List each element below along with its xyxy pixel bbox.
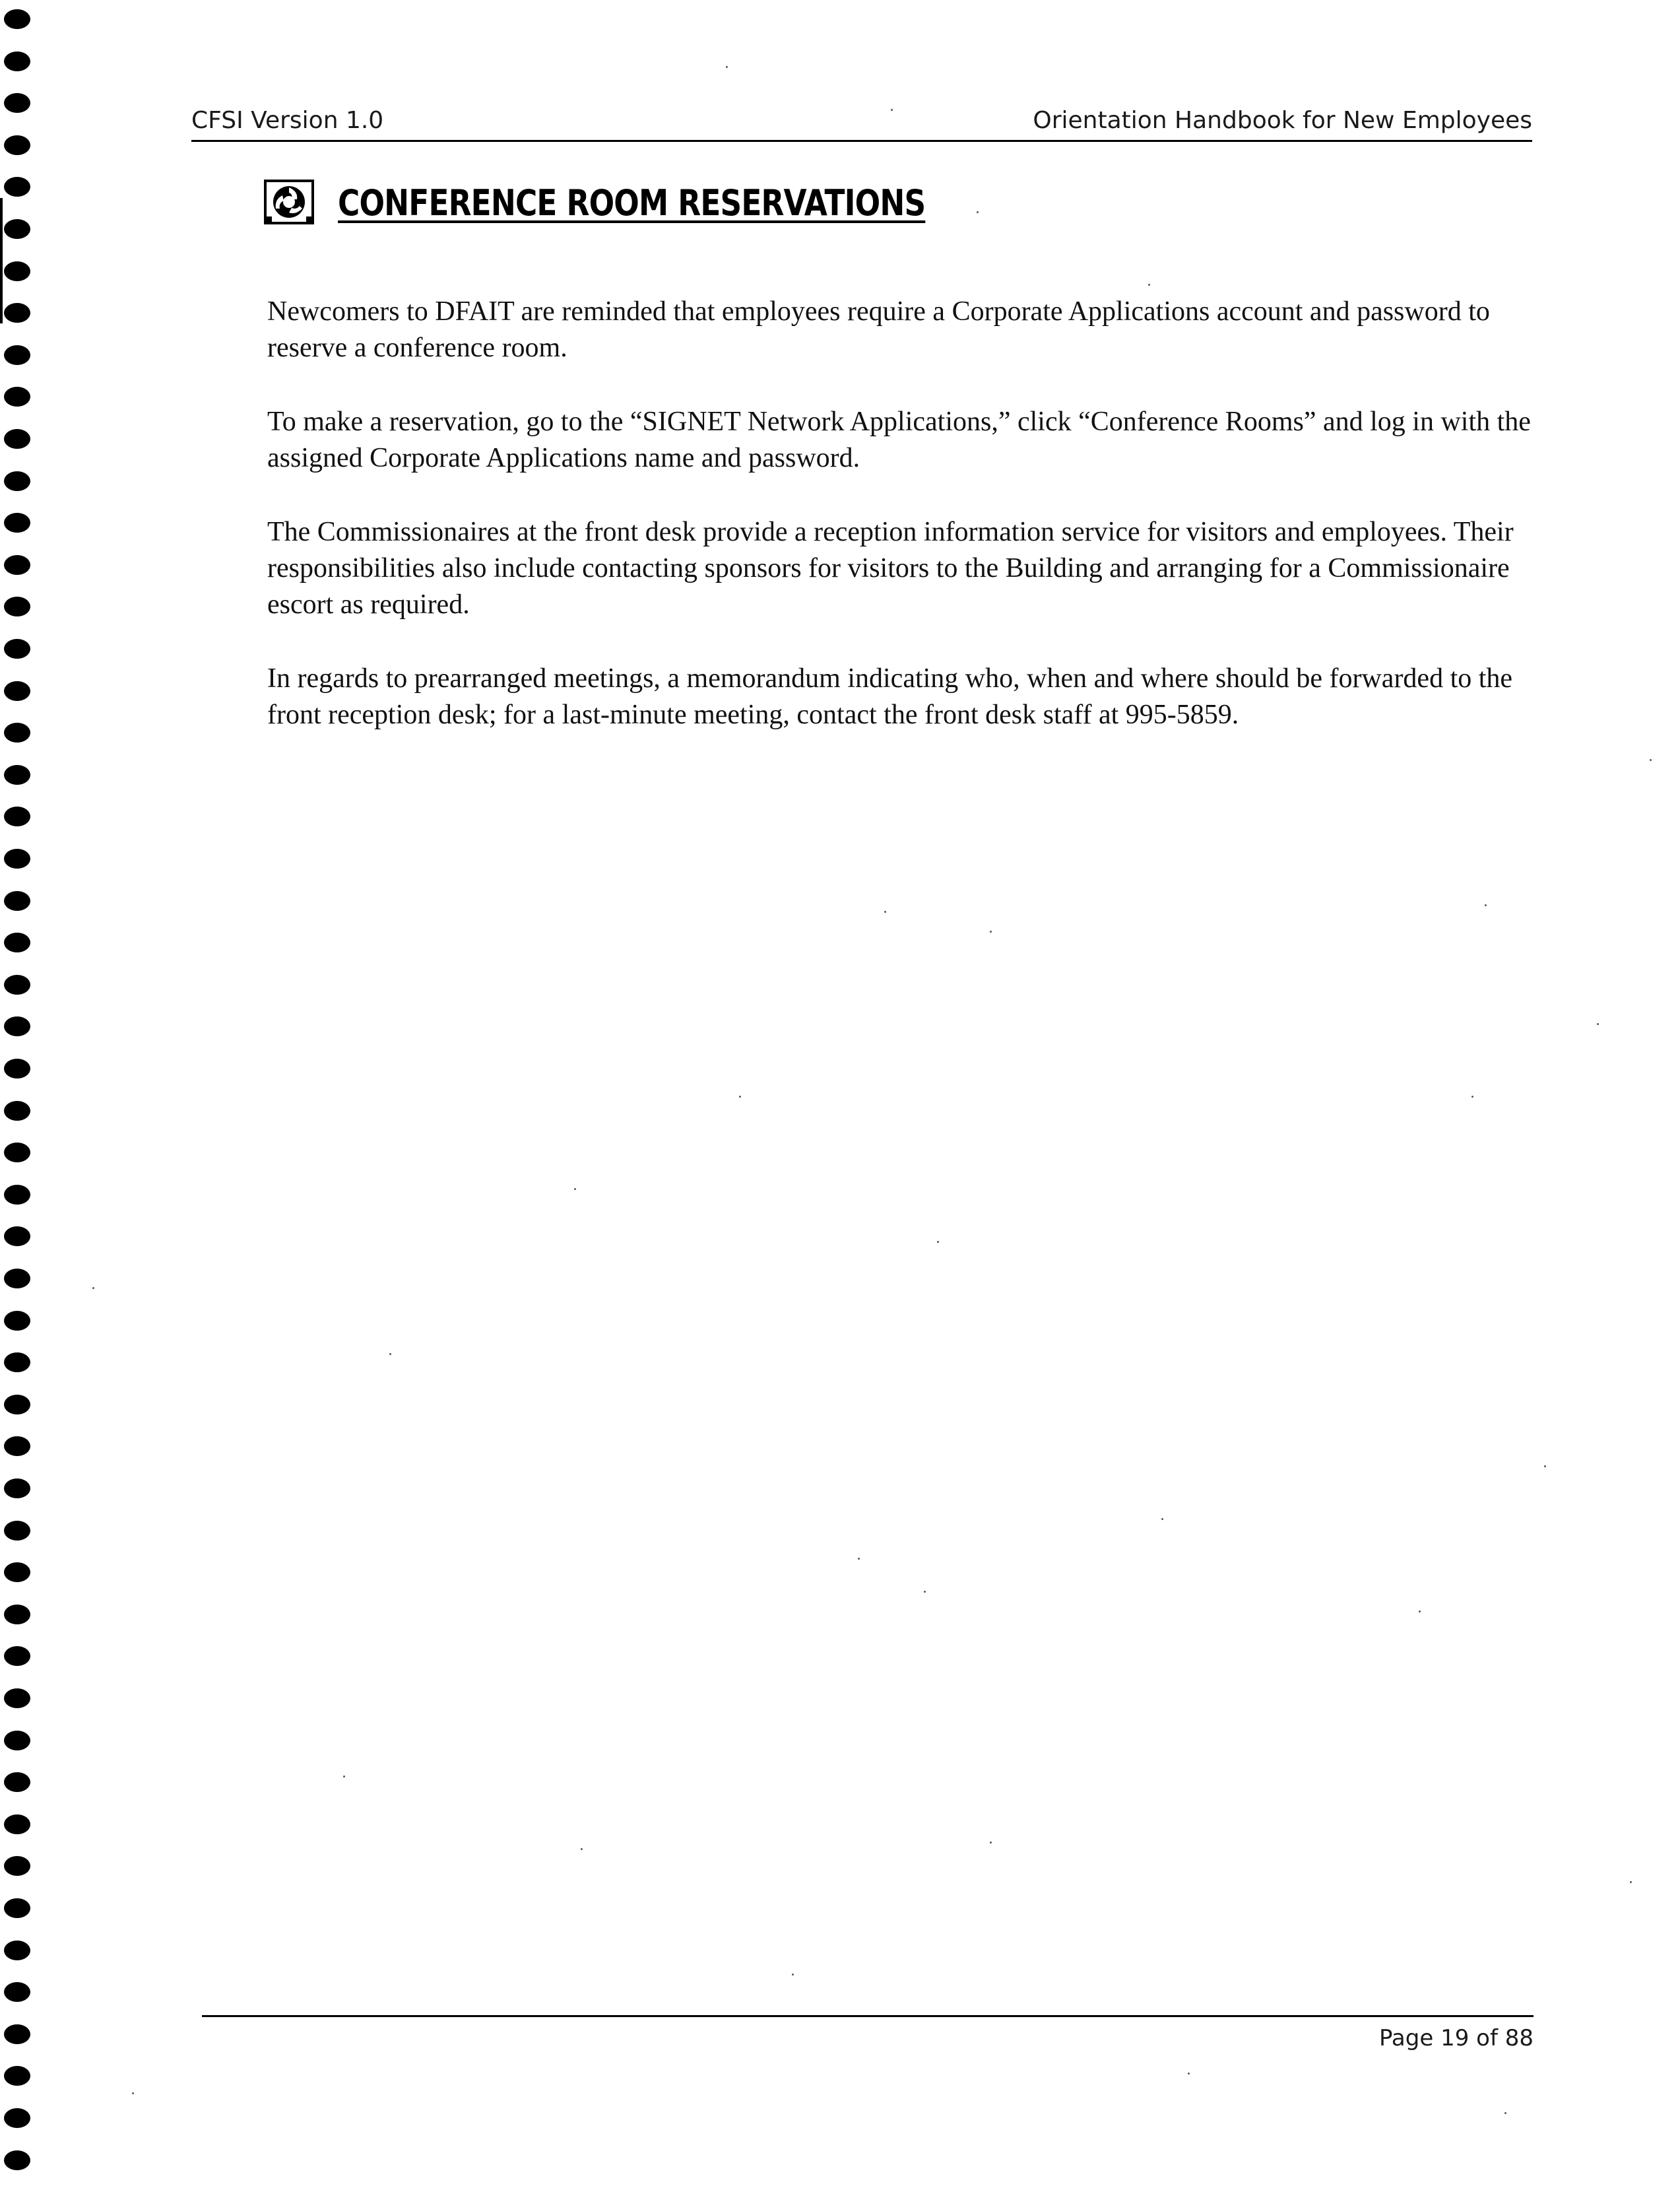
binding-hole (4, 723, 30, 743)
binding-hole (4, 1436, 30, 1456)
scan-speck (574, 1188, 576, 1190)
binding-hole (4, 597, 30, 616)
scan-speck (1650, 759, 1652, 761)
binding-hole (4, 1478, 30, 1498)
header-handbook-title: Orientation Handbook for New Employees (1033, 107, 1532, 134)
binding-hole (4, 1143, 30, 1162)
binding-hole (4, 2066, 30, 2086)
binding-hole (4, 1646, 30, 1666)
binding-hole (4, 1605, 30, 1624)
scan-speck (924, 1591, 926, 1593)
scan-speck (581, 1848, 583, 1850)
paragraph-prearranged-meetings: In regards to prearranged meetings, a memorandum indicating who, when and where should be forwarded to the front reception desk; for a last-minute meeting, contact the front desk staff at 995-5859. (267, 663, 1513, 730)
binding-hole (4, 2024, 30, 2044)
binding-hole (4, 9, 30, 29)
scan-speck (858, 1558, 860, 1560)
binding-hole (4, 1562, 30, 1582)
binding-hole (4, 1521, 30, 1541)
page-number: Page 19 of 88 (1378, 2025, 1534, 2051)
header-version: CFSI Version 1.0 (191, 107, 384, 134)
body-text (267, 294, 1534, 771)
scan-speck (1597, 1023, 1599, 1025)
scan-speck (1544, 1465, 1546, 1467)
binding-hole (4, 1772, 30, 1792)
scan-speck (977, 211, 979, 213)
binding-hole (4, 1185, 30, 1205)
binding-hole (4, 1688, 30, 1708)
binding-hole (4, 219, 30, 239)
binding-hole (4, 639, 30, 659)
scan-speck (343, 1776, 345, 1777)
scan-speck (1485, 904, 1487, 906)
footer-divider (202, 2015, 1534, 2017)
binding-hole (4, 1856, 30, 1876)
scan-speck (990, 931, 992, 933)
binding-hole (4, 933, 30, 952)
binding-hole (4, 765, 30, 785)
scan-speck (1419, 1611, 1421, 1612)
scan-speck (990, 1842, 992, 1843)
binding-hole (4, 849, 30, 869)
section-title: CONFERENCE ROOM RESERVATIONS (338, 182, 926, 224)
binding-hole (4, 471, 30, 491)
scan-speck (937, 1241, 939, 1243)
binding-hole (4, 303, 30, 323)
binding-hole (4, 1814, 30, 1834)
binding-rail (0, 198, 3, 323)
binding-hole (4, 1982, 30, 2002)
paragraph-make-reservation: To make a reservation, go to the “SIGNET Network Applications,” click “Conference Rooms” and log in with the assigned Corporate Applications name and password. (267, 407, 1531, 473)
scan-speck (739, 1096, 741, 1098)
binding-hole (4, 1731, 30, 1750)
binding-hole (4, 1059, 30, 1079)
scan-speck (1188, 2073, 1190, 2075)
binding-hole (4, 807, 30, 826)
binding-hole (4, 429, 30, 449)
scan-speck (1504, 2112, 1506, 2114)
binding-hole (4, 1898, 30, 1918)
paragraph-account-requirement: Newcomers to DFAIT are reminded that employees require a Corporate Applications account and password to reserve a conference room. (267, 296, 1490, 363)
paragraph-commissionaires: The Commissionaires at the front desk provide a reception information service for visitors and employees. Their responsibilities also include contacting sponsors for visitors to the Building and arranging for a Commissionaire escort as required. (267, 517, 1514, 620)
scan-speck (792, 1974, 794, 1976)
binding-hole (4, 345, 30, 365)
binding-hole (4, 1269, 30, 1288)
binding-hole (4, 1101, 30, 1121)
binding-hole (4, 177, 30, 197)
binding-hole (4, 513, 30, 533)
crest-icon (264, 180, 314, 224)
scan-speck (1630, 1881, 1632, 1883)
scan-speck (726, 66, 728, 68)
binding-hole (4, 1226, 30, 1246)
binding-hole (4, 1352, 30, 1372)
scan-speck (1161, 1518, 1163, 1520)
binding-hole (4, 2108, 30, 2128)
page-header (191, 107, 1532, 142)
binding-hole (4, 1311, 30, 1331)
binding-hole (4, 93, 30, 113)
binding-hole (4, 387, 30, 407)
scan-speck (884, 911, 886, 913)
scan-speck (1148, 284, 1150, 286)
binding-hole (4, 1016, 30, 1036)
scan-speck (92, 1287, 94, 1289)
binding-hole (4, 555, 30, 575)
scan-speck (389, 1353, 391, 1355)
binding-hole (4, 1941, 30, 1960)
binding-hole (4, 135, 30, 155)
scan-speck (1471, 1096, 1473, 1098)
binding-hole (4, 681, 30, 701)
binding-hole (4, 51, 30, 71)
scan-speck (132, 2092, 134, 2094)
binding-hole (4, 1395, 30, 1414)
binding-hole (4, 891, 30, 911)
binding-hole (4, 261, 30, 281)
scan-speck (891, 109, 893, 111)
binding-hole (4, 2150, 30, 2170)
binding-hole (4, 975, 30, 995)
binding-holes (0, 0, 46, 2192)
